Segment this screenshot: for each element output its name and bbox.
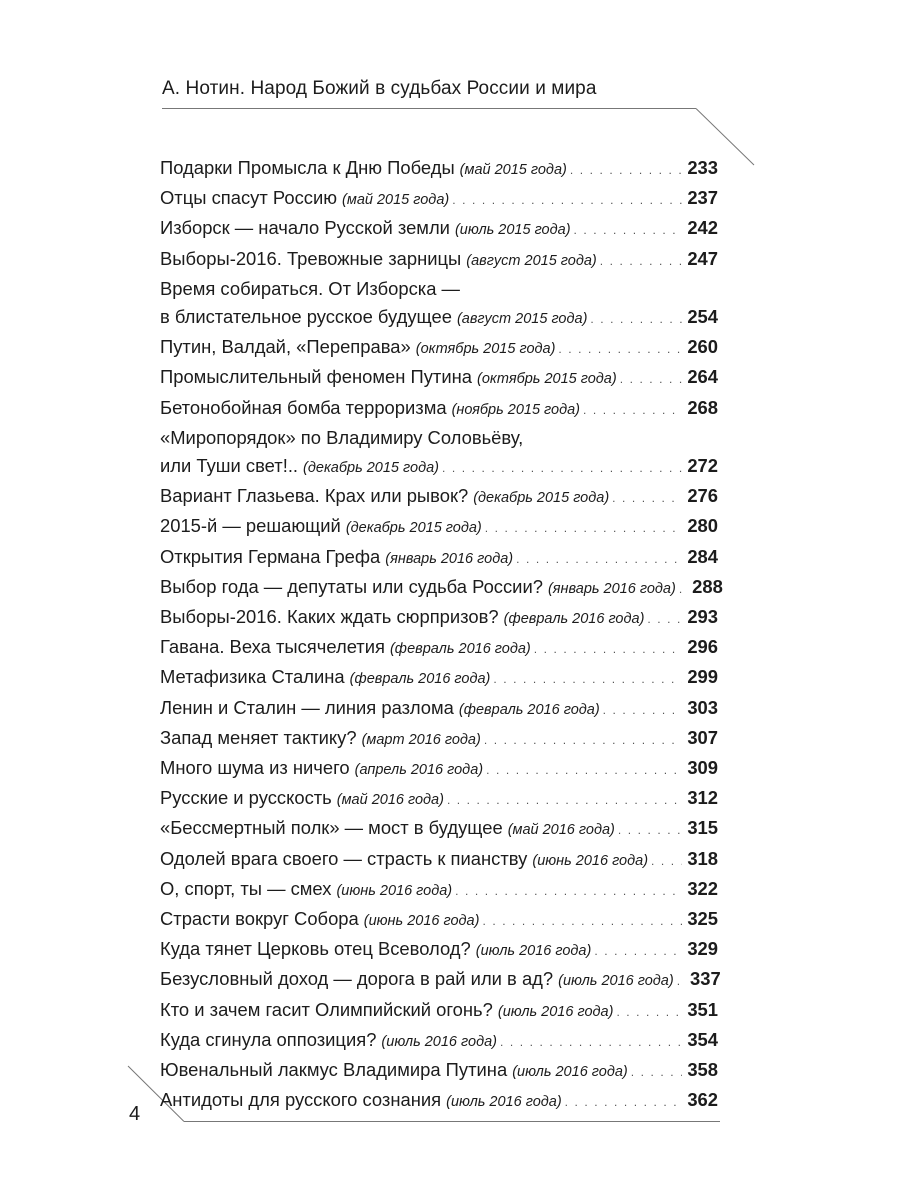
dot-leader xyxy=(570,156,682,184)
page-number: 4 xyxy=(129,1103,141,1125)
dot-leader xyxy=(452,186,682,214)
toc-entry-page-number: 233 xyxy=(687,157,718,178)
toc-entry-page-number: 322 xyxy=(687,877,718,899)
toc-entry-title: Метафизика Сталина xyxy=(160,666,345,688)
toc-entry-line xyxy=(160,214,718,244)
toc-entry-line xyxy=(160,784,718,814)
toc-entry-line xyxy=(160,303,718,333)
dot-leader xyxy=(485,514,682,542)
dot-leader xyxy=(651,847,682,875)
dot-leader xyxy=(679,575,687,603)
toc-entry-page-number: 284 xyxy=(687,545,718,567)
toc-entry-line xyxy=(160,875,718,905)
toc-entry-page-number: 260 xyxy=(687,336,718,358)
toc-entry-title-line: «Миропорядок» по Владимиру Соловьёву, xyxy=(160,426,524,448)
toc-entry-line xyxy=(160,603,718,633)
toc-entry-title: Выборы-2016. Тревожные зарницы xyxy=(160,247,462,269)
toc-entry-date: (май 2015 года) xyxy=(342,192,450,209)
toc-entry-line xyxy=(160,633,718,663)
toc-entry xyxy=(160,573,723,603)
toc-entry xyxy=(160,965,721,995)
toc-entry-page-number: 303 xyxy=(687,696,718,718)
dot-leader xyxy=(631,1058,682,1086)
toc-entry-page-number: 329 xyxy=(687,938,718,960)
table-of-contents xyxy=(160,154,723,1117)
toc-entry-page-number: 242 xyxy=(687,217,718,239)
dot-leader xyxy=(647,605,682,633)
toc-entry xyxy=(160,875,718,905)
dot-leader xyxy=(600,247,682,275)
toc-entry-title: Безусловный доход — дорога в рай или в ад? xyxy=(160,968,554,990)
toc-entry xyxy=(160,694,718,724)
toc-entry-title: в блистательное русское будущее xyxy=(160,306,452,328)
toc-entry-line xyxy=(160,663,718,693)
dot-leader xyxy=(493,665,682,693)
toc-entry xyxy=(160,724,718,754)
toc-entry-page-number: 309 xyxy=(687,757,718,779)
toc-entry-title: Одолей врага своего — страсть к пианству xyxy=(160,847,528,869)
toc-entry xyxy=(160,394,718,424)
toc-entry-date: (июнь 2016 года) xyxy=(336,882,453,899)
toc-entry xyxy=(160,482,718,512)
toc-entry-title: Выбор года — депутаты или судьба России? xyxy=(160,575,543,597)
toc-entry-page-number: 268 xyxy=(687,396,718,418)
toc-entry-date: (май 2015 года) xyxy=(459,162,567,178)
toc-entry-title: Страсти вокруг Собора xyxy=(160,908,359,930)
toc-entry xyxy=(160,1086,718,1116)
toc-entry-date: (декабрь 2015 года) xyxy=(345,520,482,537)
dot-leader xyxy=(447,786,682,814)
toc-entry-page-number: 264 xyxy=(687,366,718,388)
toc-entry-title: Куда тянет Церковь отец Всеволод? xyxy=(160,938,471,960)
dot-leader xyxy=(534,635,682,663)
toc-entry xyxy=(160,814,718,844)
toc-entry-page-number: 337 xyxy=(690,968,721,990)
toc-entry-page-number: 362 xyxy=(687,1089,718,1111)
toc-entry-line xyxy=(160,1026,718,1056)
toc-entry xyxy=(160,214,718,244)
toc-entry-date: (июль 2016 года) xyxy=(475,943,592,960)
toc-entry-date: (июль 2016 года) xyxy=(497,1003,614,1020)
toc-entry-date: (январь 2016 года) xyxy=(547,580,676,597)
toc-entry-title: О, спорт, ты — смех xyxy=(160,877,332,899)
dot-leader xyxy=(618,816,682,844)
toc-entry-date: (октябрь 2015 года) xyxy=(415,341,556,358)
toc-entry xyxy=(160,333,718,363)
dot-leader xyxy=(442,454,682,482)
toc-entry-line xyxy=(160,935,718,965)
toc-entry-date: (июль 2016 года) xyxy=(558,973,674,990)
toc-entry-date: (декабрь 2015 года) xyxy=(303,460,439,477)
toc-entry-date: (июль 2016 года) xyxy=(446,1094,562,1111)
toc-entry-title: Куда сгинула оппозиция? xyxy=(160,1028,377,1050)
toc-entry-page-number: 272 xyxy=(687,455,718,477)
toc-entry-page-number: 354 xyxy=(687,1028,718,1050)
toc-entry-title: Много шума из ничего xyxy=(160,757,350,779)
running-head: А. Нотин. Народ Божий в судьбах России и мира xyxy=(162,78,597,99)
toc-entry-line xyxy=(160,845,718,875)
toc-entry-page-number: 307 xyxy=(687,726,718,748)
dot-leader xyxy=(594,937,682,965)
dot-leader xyxy=(484,726,682,754)
toc-entry-date: (июнь 2016 года) xyxy=(532,852,649,869)
toc-entry-page-number: 358 xyxy=(687,1059,718,1081)
toc-entry xyxy=(160,184,718,214)
toc-entry-title: 2015-й — решающий xyxy=(160,515,341,537)
toc-entry-line xyxy=(160,184,718,214)
toc-entry-date: (май 2016 года) xyxy=(507,822,615,839)
toc-entry-title: Ювенальный лакмус Владимира Путина xyxy=(160,1059,508,1081)
toc-entry-line xyxy=(160,363,718,393)
toc-entry-date: (февраль 2016 года) xyxy=(349,671,491,688)
toc-entry-line xyxy=(160,1086,718,1116)
toc-entry-page-number: 237 xyxy=(687,187,718,209)
toc-entry xyxy=(160,754,718,784)
toc-entry xyxy=(160,935,718,965)
toc-entry-title: Отцы спасут Россию xyxy=(160,187,338,209)
toc-entry-date: (декабрь 2015 года) xyxy=(473,490,610,507)
dot-leader xyxy=(455,877,682,905)
toc-entry-title: или Туши свет!.. xyxy=(160,455,299,477)
toc-entry-line xyxy=(160,965,721,995)
dot-leader xyxy=(482,907,682,935)
toc-entry-page-number: 293 xyxy=(687,606,718,628)
toc-entry-page-number: 296 xyxy=(687,636,718,658)
toc-entry xyxy=(160,275,718,333)
toc-entry-page-number: 288 xyxy=(692,575,723,597)
dot-leader xyxy=(583,396,682,424)
toc-entry-title-line: Время собираться. От Изборска — xyxy=(160,277,460,299)
dot-leader xyxy=(516,545,682,573)
toc-entry-page-number: 299 xyxy=(687,666,718,688)
toc-entry-title: Подарки Промысла к Дню Победы xyxy=(160,157,455,178)
toc-entry-date: (август 2015 года) xyxy=(456,311,588,328)
toc-entry-line xyxy=(160,724,718,754)
toc-entry-line xyxy=(160,512,718,542)
toc-entry-title: Кто и зачем гасит Олимпийский огонь? xyxy=(160,998,493,1020)
toc-entry xyxy=(160,663,718,693)
toc-entry-line xyxy=(160,1056,718,1086)
toc-entry-line xyxy=(160,754,718,784)
dot-leader xyxy=(558,335,682,363)
dot-leader xyxy=(612,484,682,512)
toc-entry-date: (июль 2015 года) xyxy=(454,222,571,239)
toc-entry-date: (февраль 2016 года) xyxy=(389,641,531,658)
toc-entry-line xyxy=(160,245,718,275)
toc-entry-title: Изборск — начало Русской земли xyxy=(160,217,450,239)
toc-entry-date: (апрель 2016 года) xyxy=(354,762,484,779)
dot-leader xyxy=(590,305,682,333)
toc-entry xyxy=(160,512,718,542)
toc-entry-title: Ленин и Сталин — линия разлома xyxy=(160,696,454,718)
toc-entry-title: «Бессмертный полк» — мост в будущее xyxy=(160,817,503,839)
toc-entry-line xyxy=(160,814,718,844)
toc-entry-page-number: 325 xyxy=(687,908,718,930)
toc-entry xyxy=(160,633,718,663)
toc-entry-line xyxy=(160,694,718,724)
toc-entry-line xyxy=(160,482,718,512)
toc-entry-date: (июнь 2016 года) xyxy=(363,913,480,930)
toc-entry-page-number: 312 xyxy=(687,787,718,809)
toc-entry-title: Гавана. Веха тысячелетия xyxy=(160,636,385,658)
toc-entry-date: (август 2015 года) xyxy=(466,252,597,269)
toc-entry-date: (июль 2016 года) xyxy=(512,1064,628,1081)
toc-entry-page-number: 247 xyxy=(687,247,718,269)
toc-entry-line xyxy=(160,996,718,1026)
toc-entry-page-number: 280 xyxy=(687,515,718,537)
dot-leader xyxy=(677,967,685,995)
dot-leader xyxy=(603,696,682,724)
toc-entry xyxy=(160,905,718,935)
toc-entry-date: (октябрь 2015 года) xyxy=(477,371,617,388)
toc-entry-date: (февраль 2016 года) xyxy=(458,701,600,718)
toc-entry-title: Антидоты для русского сознания xyxy=(160,1089,442,1111)
toc-entry-title: Русские и русскость xyxy=(160,787,332,809)
toc-entry-title: Выборы-2016. Каких ждать сюрпризов? xyxy=(160,606,499,628)
toc-entry xyxy=(160,245,718,275)
toc-entry xyxy=(160,424,718,482)
toc-entry xyxy=(160,1026,718,1056)
toc-entry-date: (ноябрь 2015 года) xyxy=(451,401,581,418)
toc-entry-line xyxy=(160,333,718,363)
toc-entry-date: (февраль 2016 года) xyxy=(503,611,645,628)
toc-entry-page-number: 315 xyxy=(687,817,718,839)
dot-leader xyxy=(620,365,682,393)
toc-entry xyxy=(160,603,718,633)
dot-leader xyxy=(565,1088,682,1116)
dot-leader xyxy=(574,216,682,244)
toc-entry xyxy=(160,154,718,184)
toc-entry-date: (июль 2016 года) xyxy=(381,1033,497,1050)
toc-entry-page-number: 276 xyxy=(687,485,718,507)
toc-entry-date: (май 2016 года) xyxy=(336,792,444,809)
toc-entry-line xyxy=(160,452,718,482)
toc-entry xyxy=(160,1056,718,1086)
toc-entry-title: Вариант Глазьева. Крах или рывок? xyxy=(160,485,469,507)
toc-entry-date: (март 2016 года) xyxy=(361,731,481,748)
dot-leader xyxy=(616,998,682,1026)
toc-entry-title: Промыслительный феномен Путина xyxy=(160,366,473,388)
toc-entry-page-number: 318 xyxy=(687,847,718,869)
toc-entry-line xyxy=(160,154,718,184)
toc-entry xyxy=(160,363,718,393)
toc-entry-title: Путин, Валдай, «Переправа» xyxy=(160,336,411,358)
toc-entry-title: Открытия Германа Грефа xyxy=(160,545,381,567)
toc-entry-title: Запад меняет тактику? xyxy=(160,726,357,748)
toc-entry xyxy=(160,845,718,875)
toc-entry-page-number: 254 xyxy=(687,306,718,328)
dot-leader xyxy=(500,1028,682,1056)
toc-entry-title: Бетонобойная бомба терроризма xyxy=(160,396,447,418)
toc-entry xyxy=(160,996,718,1026)
toc-entry-line xyxy=(160,573,723,603)
toc-entry-line xyxy=(160,543,718,573)
toc-entry-line xyxy=(160,905,718,935)
dot-leader xyxy=(486,756,682,784)
toc-entry-line xyxy=(160,394,718,424)
toc-entry xyxy=(160,784,718,814)
toc-entry-page-number: 351 xyxy=(687,998,718,1020)
toc-entry xyxy=(160,543,718,573)
toc-entry-date: (январь 2016 года) xyxy=(385,550,514,567)
